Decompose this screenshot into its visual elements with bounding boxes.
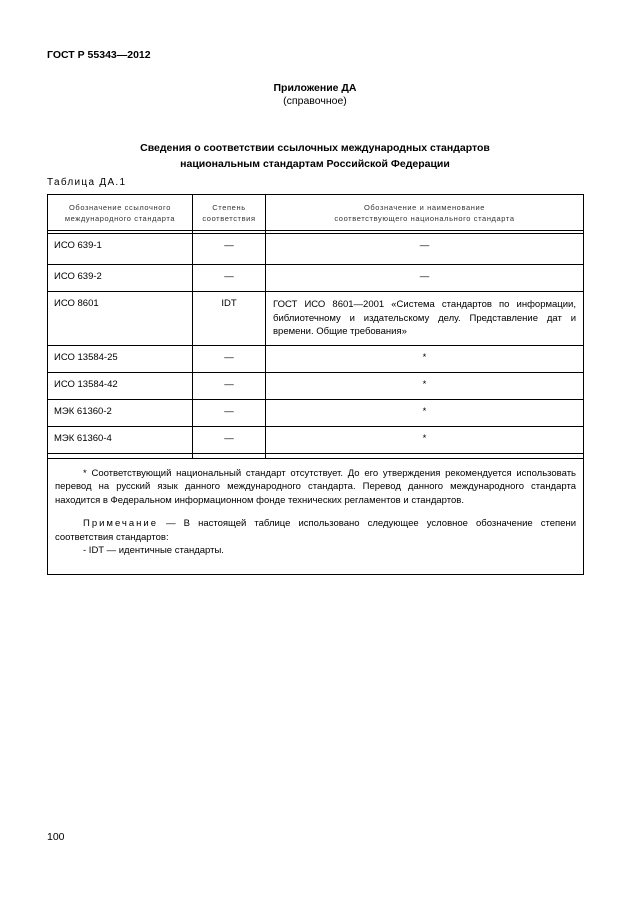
annex-heading — [0, 82, 630, 108]
document-title-line1: Сведения о соответствии ссылочных международных стандартов — [140, 142, 490, 154]
cell-national: * — [266, 399, 584, 426]
note-item: - IDT — идентичные стандарты. — [83, 545, 224, 556]
document-title — [0, 140, 630, 172]
table-row — [48, 426, 584, 453]
header-degree: Степень соответствия — [193, 195, 266, 231]
document-header: ГОСТ Р 55343—2012 — [47, 49, 151, 61]
table-header-row — [48, 195, 584, 231]
cell-national: ГОСТ ИСО 8601—2001 «Система стандартов по информации, библиотечному и издательскому делу. Представление дат и времени. Общие требования» — [266, 292, 584, 346]
table-row — [48, 234, 584, 265]
cell-designation: ИСО 639-2 — [48, 265, 193, 292]
document-title-line2: национальным стандартам Российской Федерации — [180, 158, 450, 170]
header-designation: Обозначение ссылочного международного стандарта — [48, 195, 193, 231]
cell-designation: ИСО 13584-25 — [48, 345, 193, 372]
annex-title: Приложение ДА — [273, 82, 357, 94]
note — [55, 517, 576, 544]
header-national: Обозначение и наименование соответствующего национального стандарта — [266, 195, 584, 231]
cell-degree: — — [193, 265, 266, 292]
cell-degree: — — [193, 426, 266, 453]
table-row — [48, 372, 584, 399]
footnote: * Соответствующий национальный стандарт отсутствует. До его утверждения рекомендуется использовать перевод на русский язык данного международного стандарта. Перевод данного международного стандарта находится в Федеральном информационном фонде технических регламентов и стандартов. — [55, 467, 576, 506]
table-footer-row — [48, 458, 584, 574]
cell-national: * — [266, 345, 584, 372]
table-caption: Таблица ДА.1 — [47, 177, 127, 188]
cell-degree: — — [193, 399, 266, 426]
cell-designation: МЭК 61360-2 — [48, 399, 193, 426]
table-row — [48, 292, 584, 346]
cell-designation: ИСО 8601 — [48, 292, 193, 346]
note-text: — В настоящей таблице использовано следующее условное обозначение степени соответствия стандартов: — [55, 518, 576, 543]
cell-designation: ИСО 13584-42 — [48, 372, 193, 399]
cell-national: — — [266, 265, 584, 292]
table-row — [48, 399, 584, 426]
correspondence-table — [47, 194, 584, 575]
table-row — [48, 265, 584, 292]
table-footer — [48, 458, 584, 574]
cell-designation: ИСО 639-1 — [48, 234, 193, 265]
cell-degree: — — [193, 234, 266, 265]
cell-designation: МЭК 61360-4 — [48, 426, 193, 453]
table-row — [48, 345, 584, 372]
page-number: 100 — [47, 831, 65, 843]
cell-national: * — [266, 426, 584, 453]
cell-degree: IDT — [193, 292, 266, 346]
cell-national: * — [266, 372, 584, 399]
annex-subtitle: (справочное) — [283, 95, 347, 107]
cell-degree: — — [193, 372, 266, 399]
cell-degree: — — [193, 345, 266, 372]
note-label: Примечание — [83, 518, 158, 529]
cell-national: — — [266, 234, 584, 265]
